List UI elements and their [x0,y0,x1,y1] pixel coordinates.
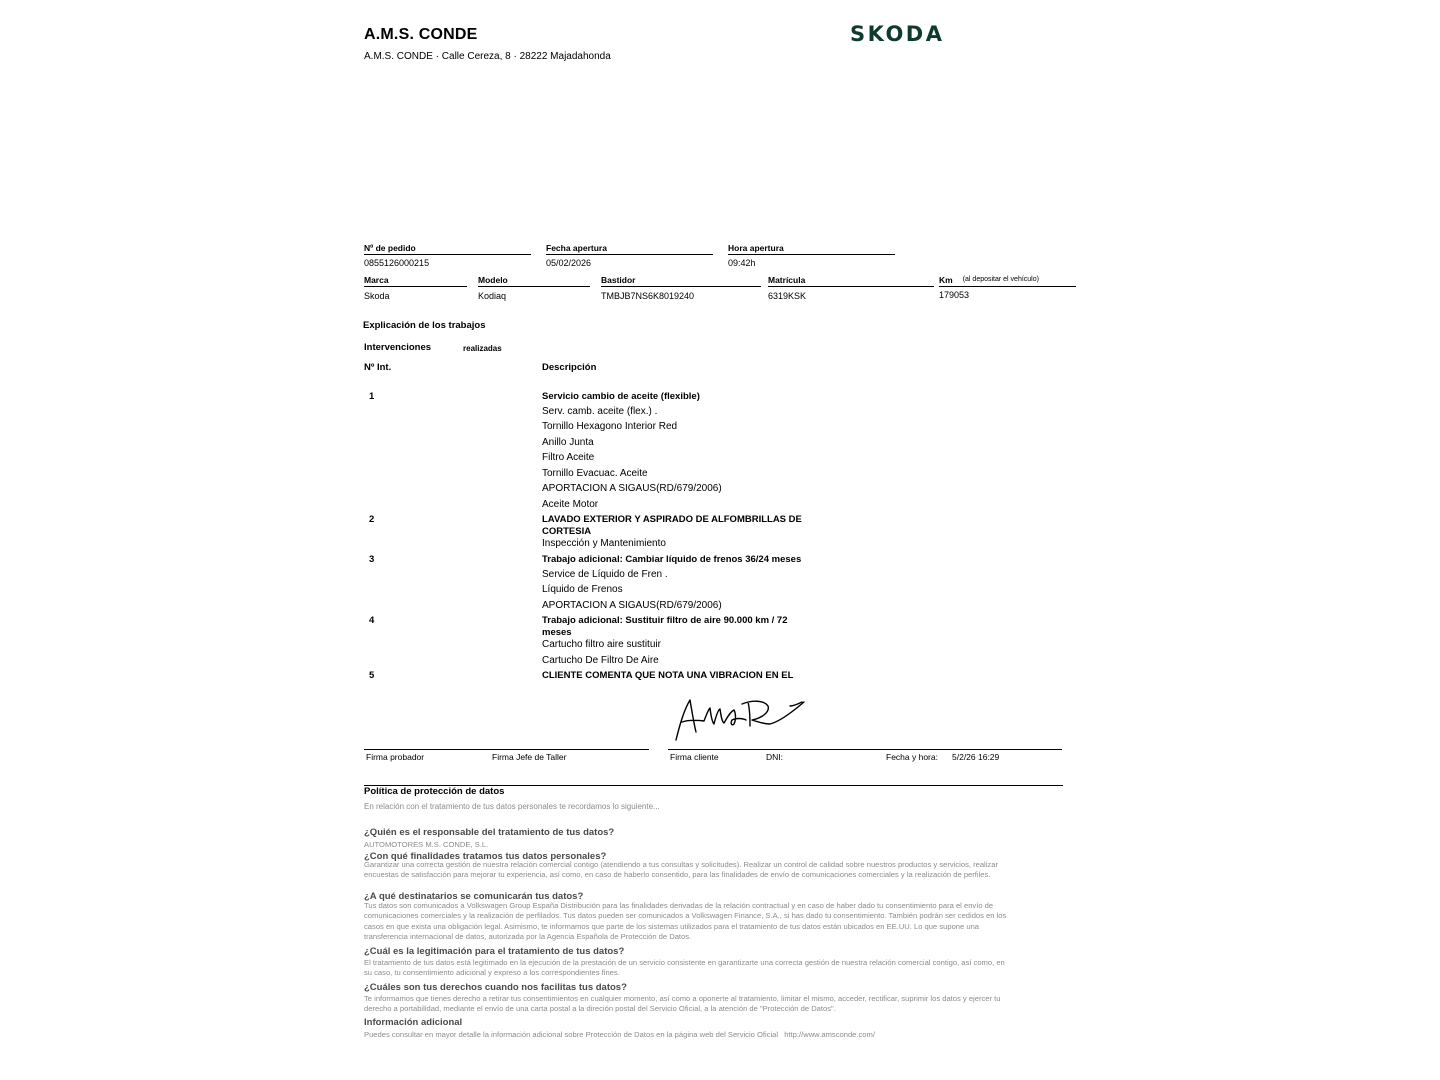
client-signature-label: Firma cliente [670,752,719,762]
vehicle-model-value: Kodiaq [478,291,507,301]
privacy-title: Política de protección de datos [364,786,505,797]
intervention-2-line: Inspección y Mantenimiento [542,538,666,549]
vehicle-model-label: Modelo [478,275,590,287]
skoda-wordmark-icon [850,22,968,46]
opening-date-value: 05/02/2026 [546,258,592,268]
intervention-1-line: Filtro Aceite [542,452,595,463]
vehicle-km-value: 179053 [939,290,970,300]
intervention-2-number: 2 [369,514,375,525]
vehicle-chassis-value: TMBJB7NS6K8019240 [601,291,695,301]
privacy-divider [364,785,1063,786]
km-note: (al depositar el vehículo) [962,276,1039,283]
intervention-4-line: Cartucho filtro aire sustituir [542,639,661,650]
intervention-1-line: Tornillo Hexagono Interior Red [542,421,678,432]
opening-date-label: Fecha apertura [546,243,713,255]
privacy-question-2: ¿Con qué finalidades tratamos tus datos personales? [364,851,607,862]
privacy-intro: En relación con el tratamiento de tus datos personales te recordamos lo siguiente... [364,802,660,811]
privacy-additional-title: Información adicional [364,1017,463,1028]
privacy-website-link[interactable]: http://www.amsconde.com/ [784,1030,875,1039]
intervention-3-number: 3 [369,554,375,565]
privacy-question-5: ¿Cuáles son tus derechos cuando nos facilitas tus datos? [364,982,627,993]
col-description-header: Descripción [542,362,597,373]
privacy-question-4: ¿Cuál es la legitimación para el tratamiento de tus datos? [364,946,625,957]
signature-line-client [668,749,1062,750]
intervention-4-number: 4 [369,615,375,626]
tester-signature-label: Firma probador [366,752,425,762]
vehicle-brand-label: Marca [364,275,467,287]
privacy-answer-5: Te informamos que tienes derecho a retirar tus consentimientos en cualquier momento, así como a oponerte al tratamiento, limitar el mismo, acceder, rectificar, suprimir los datos y ejercer tu derecho a portabilidad, mediante el envío de una carta postal a la direción postal del Servicio Oficial, a la atención de "Protección de Datos". [364,994,1001,1014]
privacy-answer-2: Garantizar una correcta gestión de nuestra relación comercial contigo (atendiendo a tus consultas y solicitudes). Realizar un control de calidad sobre nuestros productos y servicios, realizar encuestas de satisfacción para mejorar tu experiencia, así como, en caso de haberlo consentido, para las finalidades de envío de comunicaciones comerciales y la realización de perfiles. [364,860,998,880]
privacy-question-1: ¿Quién es el responsable del tratamiento de tus datos? [364,827,615,838]
vehicle-plate-label: Matrícula [768,275,934,287]
privacy-answer-4: El tratamiento de tus datos está legitimado en la ejecución de la prestación de un servicio consistente en garantizarte una correcta gestión de nuestra relación comercial contigo, así como, en su caso, tu consentimiento adicional y expreso a los correspondientes fines. [364,958,1005,978]
intervention-2-title: LAVADO EXTERIOR Y ASPIRADO DE ALFOMBRILLAS DE CORTESIA [542,514,802,537]
skoda-logo [850,22,968,46]
signature-line-staff [364,749,649,750]
km-label-text: Km [939,275,953,285]
intervention-1-line: APORTACION A SIGAUS(RD/679/2006) [542,483,722,494]
privacy-additional-text [364,1030,875,1039]
dni-label: DNI: [766,752,783,762]
vehicle-km-label [939,275,1076,287]
brand-logo-text: SKODA [850,22,945,46]
intervention-1-line: Serv. camb. aceite (flex.) . [542,406,658,417]
opening-time-value: 09:42h [728,258,756,268]
intervention-4-title: Trabajo adicional: Sustituir filtro de aire 90.000 km / 72 meses [542,615,788,638]
company-address: A.M.S. CONDE · Calle Cereza, 8 · 28222 Majadahonda [364,51,611,62]
datetime-label: Fecha y hora: [886,752,938,762]
intervention-3-title: Trabajo adicional: Cambiar líquido de frenos 36/24 meses [542,554,802,565]
intervention-3-line: APORTACION A SIGAUS(RD/679/2006) [542,600,722,611]
vehicle-brand-value: Skoda [364,291,390,301]
order-number-label: Nº de pedido [364,243,531,255]
intervention-3-line: Service de Líquido de Fren . [542,569,668,580]
vehicle-chassis-label: Bastidor [601,275,761,287]
intervention-1-title: Servicio cambio de aceite (flexible) [542,391,700,402]
intervention-5-title: CLIENTE COMENTA QUE NOTA UNA VIBRACION EN EL [542,670,794,681]
vehicle-plate-value: 6319KSK [768,291,807,301]
intervention-1-line: Aceite Motor [542,499,599,510]
col-number-header: Nº Int. [364,362,392,373]
order-number-value: 0855126000215 [364,258,430,268]
privacy-additional-body: Puedes consultar en mayor detalle la información adicional sobre Protección de Datos en la página web del Servicio Oficial [364,1030,779,1039]
intervention-1-line: Tornillo Evacuac. Aceite [542,468,648,479]
interventions-sub: realizadas [463,344,502,353]
intervention-4-line: Cartucho De Filtro De Aire [542,655,659,666]
privacy-answer-1: AUTOMOTORES M.S. CONDE, S.L. [364,840,489,849]
intervention-5-number: 5 [369,670,375,681]
workshop-signature-label: Firma Jefe de Taller [492,752,567,762]
intervention-3-line: Líquido de Frenos [542,584,623,595]
company-name: A.M.S. CONDE [364,26,478,43]
privacy-answer-3: Tus datos son comunicados a Volkswagen Group España Distribución para las finalidades derivadas de la relación contractual y en caso de haber dado tu consentimiento para el envío de comunicaciones comerciales y la realización de perfilados. Tus datos pueden ser comunicados a Volkswagen Finance, S.A., si has dado tu consentimiento. También podrán ser cedidos en los casos en que exista una obligación legal. Asimismo, te informamos que parte de los sistemas utilizados para el tratamiento de tus datos están ubicados en EE.UU. Lo que supone una transferencia internacional de datos, autorizada por la Agencia Española de Protección de Datos. [364,901,1007,942]
intervention-1-number: 1 [369,391,375,402]
opening-time-label: Hora apertura [728,243,895,255]
privacy-question-3: ¿A qué destinatarios se comunicarán tus datos? [364,891,584,902]
intervention-1-line: Anillo Junta [542,437,594,448]
interventions-label: Intervenciones [364,342,432,353]
datetime-value: 5/2/26 16:29 [952,752,1000,762]
work-section-title: Explicación de los trabajos [363,320,486,331]
client-signature-drawing [672,694,808,744]
